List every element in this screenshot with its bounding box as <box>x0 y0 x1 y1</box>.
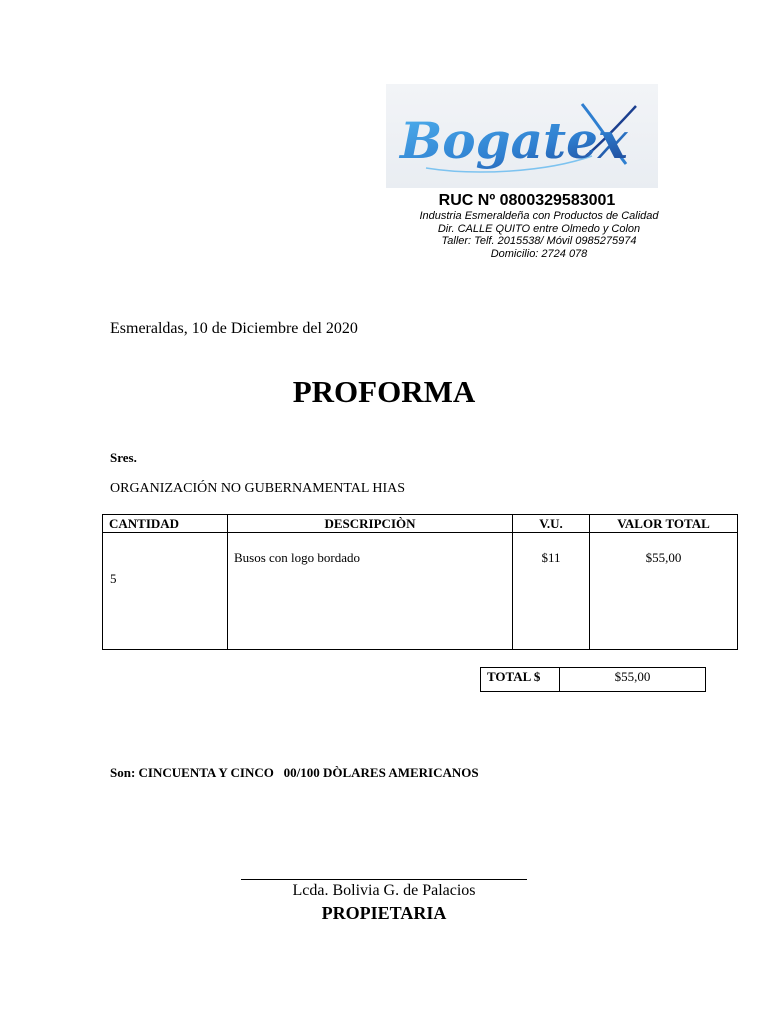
summary-label: TOTAL $ <box>481 668 560 692</box>
place-date: Esmeraldas, 10 de Diciembre del 2020 <box>110 320 358 337</box>
home-phone: Domicilio: 2724 078 <box>490 247 588 260</box>
amount-in-words: Son: CINCUENTA Y CINCO 00/100 DÒLARES AMERICANOS <box>110 765 479 780</box>
header-description: DESCRIPCIÒN <box>228 515 513 533</box>
table-row <box>103 533 738 650</box>
logo-graphic <box>386 84 658 188</box>
total-summary <box>480 667 706 692</box>
salutation: Sres. <box>110 450 137 465</box>
summary-row <box>481 668 706 692</box>
cell-total <box>590 533 738 650</box>
header-unit-price: V.U. <box>513 515 590 533</box>
signer-role: PROPIETARIA <box>321 903 447 923</box>
signature-line <box>241 879 527 880</box>
items-table <box>102 514 738 650</box>
header-total: VALOR TOTAL <box>590 515 738 533</box>
quantity-value: 5 <box>110 571 117 586</box>
document-title: PROFORMA <box>292 374 476 409</box>
signer-name: Lcda. Bolivia G. de Palacios <box>292 882 476 899</box>
cell-unit-price <box>513 533 590 650</box>
description-value: Busos con logo bordado <box>234 550 361 565</box>
company-tagline: Industria Esmeraldeña con Productos de Calidad <box>419 210 659 222</box>
total-value: $55,00 <box>645 550 682 565</box>
table-header-row <box>103 515 738 533</box>
company-info <box>386 192 692 260</box>
cell-quantity <box>103 533 228 650</box>
logo-wordmark: Bogatex <box>400 111 628 170</box>
company-address: Dir. CALLE QUITO entre Olmedo y Colon <box>437 222 641 235</box>
header-quantity: CANTIDAD <box>103 515 228 533</box>
ruc-number: RUC Nº 0800329583001 <box>438 192 616 209</box>
client-name: ORGANIZACIÓN NO GUBERNAMENTAL HIAS <box>110 481 406 496</box>
unit-price-value: $11 <box>541 550 561 565</box>
company-logo <box>386 84 658 188</box>
cell-description <box>228 533 513 650</box>
summary-value: $55,00 <box>560 668 706 692</box>
workshop-phone: Taller: Telf. 2015538/ Móvil 0985275974 <box>441 235 637 247</box>
